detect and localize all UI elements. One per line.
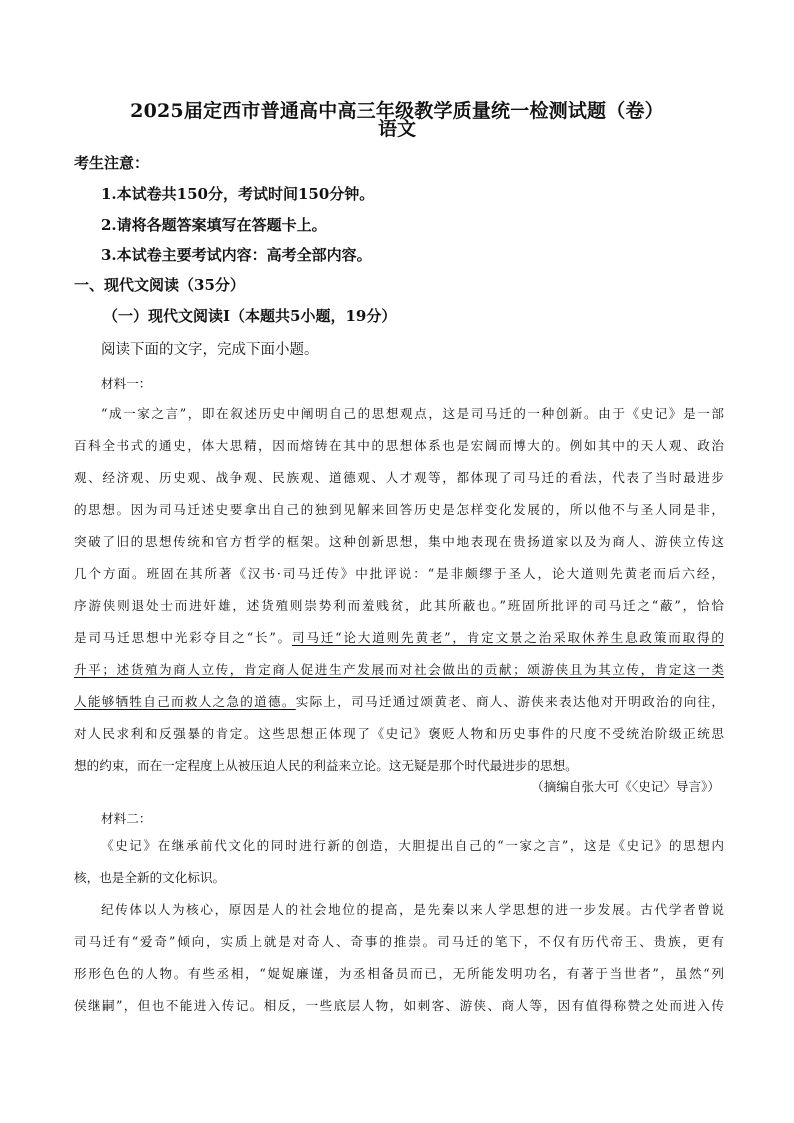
material1-line-11: 对人民求利和反强暴的肯定。这些思想正体现了《史记》褒贬人物和历史事件的尺度不受统治阶级正统思 bbox=[74, 726, 724, 741]
notice-heading: 考生注意： bbox=[74, 154, 150, 172]
material1-line-2: 百科全书式的通史，体大思精，因而熔铸在其中的思想体系也是宏阔而博大的。例如其中的天人观、政治 bbox=[74, 438, 724, 453]
material1-line-9: 升平；述货殖为商人立传，肯定商人促进生产发展而对社会做出的贡献；颂游侠且为其立传，肯定这一类 bbox=[74, 662, 724, 677]
section-title: 一、现代文阅读（35分） bbox=[74, 276, 245, 294]
material1-line-8 bbox=[74, 622, 724, 654]
material2-line-3: 纪传体以人为核心，原因是人的社会地位的提高，是先秦以来人学思想的进一步发展。古代学者曾说 bbox=[101, 902, 724, 917]
material2-label: 材料二： bbox=[101, 811, 152, 826]
material1-line-10 bbox=[74, 686, 724, 718]
section-instruction: 阅读下面的文字，完成下面小题。 bbox=[101, 342, 319, 358]
section-subtitle: （一）现代文阅读Ⅰ（本题共5小题，19分） bbox=[103, 307, 397, 325]
material1-line-4: 的思想。因为司马迁述史要拿出自己的独到见解来回答历史是怎样变化发展的，所以他不与圣人同是非， bbox=[74, 502, 724, 517]
material2-line-6: 侯继嗣”，但也不能进入传记。相反，一些底层人物，如刺客、游侠、商人等，因有值得称赞之处而进入传 bbox=[74, 998, 724, 1013]
material1-underlined-1: 司马迁“论大道则先黄老”，肯定文景之治采取休养生息政策而取得的 bbox=[291, 630, 724, 645]
subject-title: 语文 bbox=[377, 118, 416, 140]
material1-line-12: 想的约束，而在一定程度上从被压迫人民的利益来立论。这无疑是那个时代最进步的思想。 bbox=[74, 758, 578, 773]
material1-line-7: 序游侠则退处士而进奸雄，述货殖则崇势利而羞贱贫，此其所蔽也。”班固所批评的司马迁之“蔽”，恰恰 bbox=[74, 598, 724, 613]
material1-source: （摘编自张大可《〈史记〉导言》） bbox=[531, 779, 720, 794]
notice-item-2: 2.请将各题答案填写在答题卡上。 bbox=[101, 216, 327, 234]
material2-line-2: 核，也是全新的文化标识。 bbox=[74, 870, 226, 885]
material1-line-6: 几个方面。班固在其所著《汉书·司马迁传》中批评说：“是非颇缪于圣人，论大道则先黄老而后六经， bbox=[74, 566, 724, 581]
exam-title: 2025届定西市普通高中高三年级教学质量统一检测试题（卷） bbox=[130, 100, 664, 122]
notice-item-1: 1.本试卷共150分，考试时间150分钟。 bbox=[101, 185, 375, 203]
material1-line-8-plain: 是司马迁思想中光彩夺目之“长”。 bbox=[74, 630, 292, 645]
material1-label: 材料一： bbox=[101, 376, 152, 391]
notice-item-3: 3.本试卷主要考试内容：高考全部内容。 bbox=[101, 246, 372, 264]
material1-line-3: 观、经济观、历史观、战争观、民族观、道德观、人才观等，都体现了司马迁的看法，代表了当时最进步 bbox=[74, 470, 724, 485]
material2-line-1: 《史记》在继承前代文化的同时进行新的创造，大胆提出自己的“一家之言”，这是《史记》的思想内 bbox=[101, 838, 724, 853]
material1-line-5: 突破了旧的思想传统和官方哲学的框架。这种创新思想，集中地表现在贵扬道家以及为商人、游侠立传这 bbox=[74, 534, 724, 549]
material2-line-5: 形形色色的人物。有些丞相，“娖娖廉谨，为丞相备员而已，无所能发明功名，有著于当世者”，虽然“列 bbox=[74, 966, 724, 981]
material1-underlined-3: 人能够牺牲自己而救人之急的道德。 bbox=[74, 694, 296, 709]
material1-line-1: “成一家之言”，即在叙述历史中阐明自己的思想观点，这是司马迁的一种创新。由于《史记》是一部 bbox=[101, 406, 724, 421]
material2-line-4: 司马迁有“爱奇”倾向，实质上就是对奇人、奇事的推崇。司马迁的笔下，不仅有历代帝王、贵族，更有 bbox=[74, 934, 724, 949]
material1-line-10-plain: 实际上，司马迁通过颂黄老、商人、游侠来表达他对开明政治的向往， bbox=[295, 694, 724, 709]
